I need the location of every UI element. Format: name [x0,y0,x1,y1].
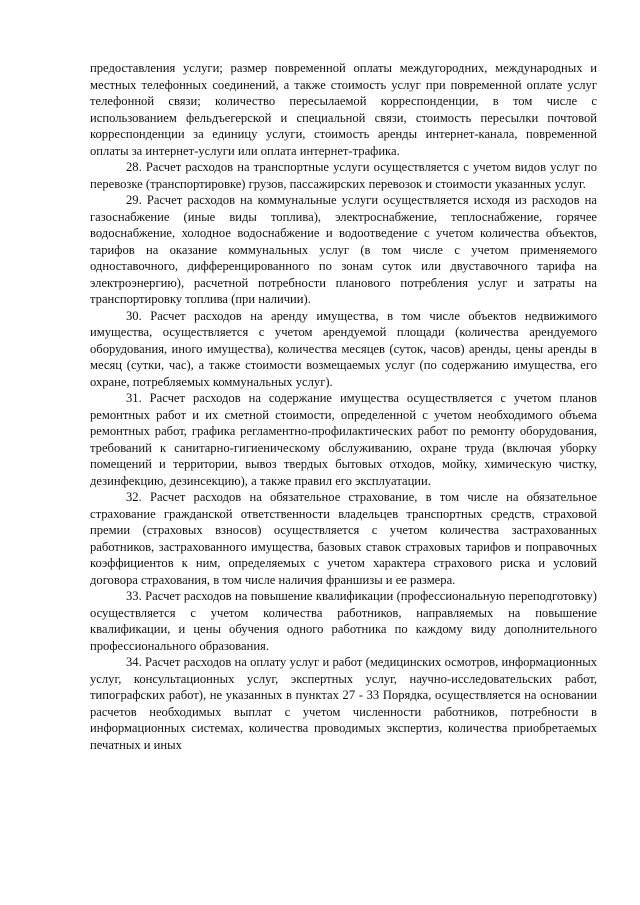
paragraph-32: 32. Расчет расходов на обязательное страхование, в том числе на обязательное страхование гражданской ответственности владельцев транспортных средств, страховой премии (страховых взносов) осуществляется с учетом количества застрахованных работников, застрахованного имущества, базовых ставок страховых тарифов и поправочных коэффициентов к ним, определяемых с учетом характера страхового риска и условий договора страхования, в том числе наличия франшизы и ее размера. [90,490,597,587]
paragraph-29: 29. Расчет расходов на коммунальные услуги осуществляется исходя из расходов на газоснабжение (иные виды топлива), электроснабжение, теплоснабжение, горячее водоснабжение, холодное водоснабжение и водоотведение с учетом количества объектов, тарифов на оказание коммунальных услуг (в том числе с учетом применяемого одноставочного, дифференцированного по зонам суток или двуставочного тарифа на электроэнергию), расчетной потребности планового потребления услуг и затраты на транспортировку топлива (при наличии). [90,193,597,306]
paragraph-continuation: предоставления услуги; размер повременной оплаты междугородних, международных и местных телефонных соединений, а также стоимость услуг при повременной оплате услуг телефонной связи; количество пересылаемой корреспонденции, в том числе с использованием фельдъегерской и специальной связи, стоимость пересылки почтовой корреспонденции за единицу услуги, стоимость аренды интернет-канала, повременной оплаты за интернет-услуги или оплата интернет-трафика. [90,61,597,158]
paragraph-28: 28. Расчет расходов на транспортные услуги осуществляется с учетом видов услуг по перевозке (транспортировке) грузов, пассажирских перевозок и стоимости указанных услуг. [90,160,597,191]
paragraph-31: 31. Расчет расходов на содержание имущества осуществляется с учетом планов ремонтных работ и их сметной стоимости, определенной с учетом необходимого объема ремонтных работ, графика регламентно-профилактических работ по ремонту оборудования, требований к санитарно-гигиеническому обслуживанию, охране труда (включая уборку помещений и территории, вывоз твердых бытовых отходов, мойку, химическую чистку, дезинфекцию, дезинсекцию), а также правил его эксплуатации. [90,391,597,488]
paragraph-30: 30. Расчет расходов на аренду имущества, в том числе объектов недвижимого имущества, осуществляется с учетом арендуемой площади (количества арендуемого оборудования, иного имущества), количества месяцев (суток, часов) аренды, цены аренды в месяц (сутки, час), а также стоимости возмещаемых услуг (по содержанию имущества, его охране, потребляемых коммунальных услуг). [90,308,597,389]
document-body [90,60,597,753]
paragraph-34: 34. Расчет расходов на оплату услуг и работ (медицинских осмотров, информационных услуг, консультационных услуг, экспертных услуг, научно-исследовательских работ, типографских работ), не указанных в пунктах 27 - 33 Порядка, осуществляется на основании расчетов необходимых выплат с учетом численности работников, потребности в информационных системах, количества проводимых экспертиз, количества приобретаемых печатных и иных [90,655,597,752]
paragraph-33: 33. Расчет расходов на повышение квалификации (профессиональную переподготовку) осуществляется с учетом количества работников, направляемых на повышение квалификации, и цены обучения одного работника по каждому виду дополнительного профессионального образования. [90,589,597,653]
